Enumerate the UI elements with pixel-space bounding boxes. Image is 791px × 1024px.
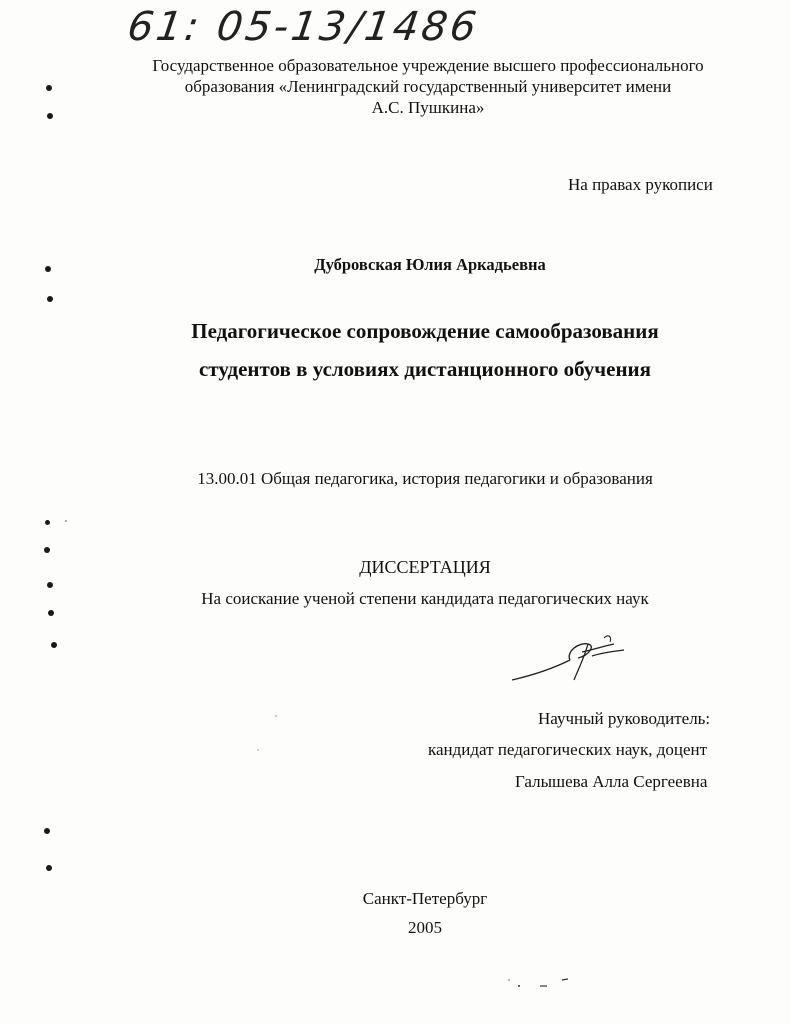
institution-line-3: А.С. Пушкина» [371,98,485,117]
supervisor-degree: кандидат педагогических наук, доцент [428,740,708,759]
city: Санкт-Петербург [362,889,488,908]
author-name: Дубровская Юлия Аркадьевна [314,255,546,274]
year: 2005 [408,918,442,937]
document-type: ДИССЕРТАЦИЯ [359,557,491,577]
title-line-1: Педагогическое сопровождение самообразования [191,319,659,343]
supervisor-label: Научный руководитель: [538,709,711,728]
degree-sought: На соискание ученой степени кандидата педагогических наук [201,589,649,608]
manuscript-rights-note: На правах рукописи [568,175,713,194]
institution-line-2: образования «Ленинградский государственный университет имени [184,77,672,96]
handwritten-registration-number: 61: 05-13/1486 [124,4,482,50]
supervisor-name: Галышева Алла Сергеевна [515,772,708,791]
specialty-code: 13.00.01 Общая педагогика, история педагогики и образования [197,469,653,488]
title-line-2: студентов в условиях дистанционного обучения [198,357,652,381]
institution-line-1: Государственное образовательное учреждение высшего профессионального [152,56,704,75]
